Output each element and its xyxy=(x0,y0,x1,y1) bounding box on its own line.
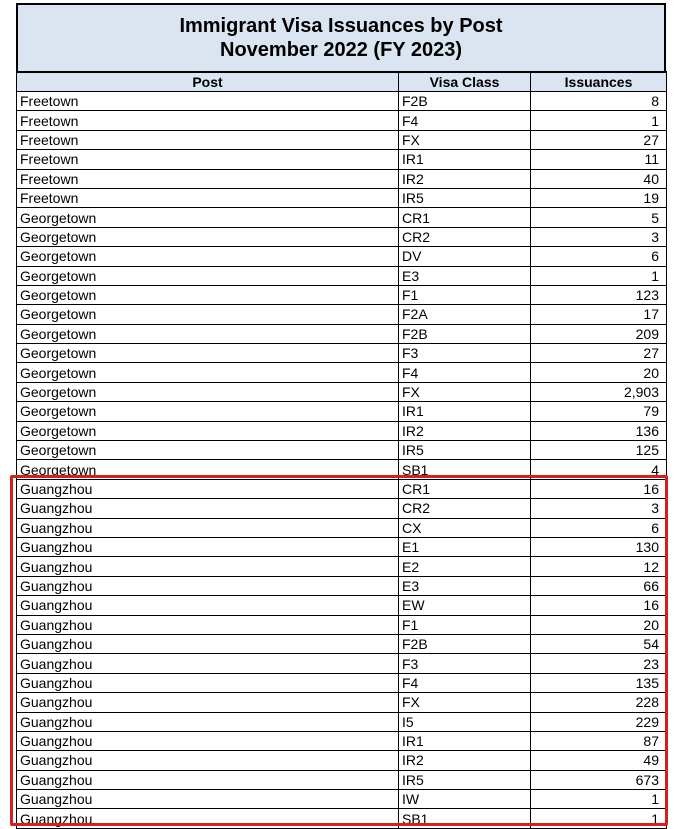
issuances-cell: 3 xyxy=(531,227,667,246)
table-row xyxy=(17,441,667,460)
post-cell: Georgetown xyxy=(17,344,399,363)
post-cell: Guangzhou xyxy=(17,615,399,634)
post-cell: Georgetown xyxy=(17,421,399,440)
table-row xyxy=(17,285,667,304)
post-cell: Guangzhou xyxy=(17,673,399,692)
table-row xyxy=(17,305,667,324)
table-row xyxy=(17,208,667,227)
title-box xyxy=(16,3,666,71)
post-cell: Guangzhou xyxy=(17,751,399,770)
table-row xyxy=(17,537,667,556)
visa-class-cell: SB1 xyxy=(399,809,531,828)
post-cell: Guangzhou xyxy=(17,518,399,537)
report-period: November 2022 (FY 2023) xyxy=(220,39,462,61)
issuances-cell: 135 xyxy=(531,673,667,692)
visa-class-cell: FX xyxy=(399,382,531,401)
post-cell: Guangzhou xyxy=(17,654,399,673)
visa-class-cell: F4 xyxy=(399,111,531,130)
post-cell: Guangzhou xyxy=(17,596,399,615)
issuances-cell: 20 xyxy=(531,363,667,382)
visa-class-cell: E3 xyxy=(399,266,531,285)
table-row xyxy=(17,693,667,712)
issuances-cell: 23 xyxy=(531,654,667,673)
visa-class-cell: DV xyxy=(399,247,531,266)
post-cell: Georgetown xyxy=(17,382,399,401)
visa-class-cell: F2B xyxy=(399,634,531,653)
column-header-visa-class: Visa Class xyxy=(399,72,531,92)
visa-class-cell: SB1 xyxy=(399,460,531,479)
table-row xyxy=(17,247,667,266)
post-cell: Freetown xyxy=(17,92,399,111)
visa-class-cell: IR1 xyxy=(399,731,531,750)
post-cell: Freetown xyxy=(17,169,399,188)
visa-class-cell: IR2 xyxy=(399,751,531,770)
visa-class-cell: FX xyxy=(399,693,531,712)
post-cell: Guangzhou xyxy=(17,557,399,576)
table-row xyxy=(17,634,667,653)
post-cell: Georgetown xyxy=(17,227,399,246)
column-header-issuances: Issuances xyxy=(531,72,667,92)
issuances-cell: 27 xyxy=(531,130,667,149)
post-cell: Guangzhou xyxy=(17,731,399,750)
post-cell: Georgetown xyxy=(17,285,399,304)
issuances-cell: 40 xyxy=(531,169,667,188)
post-cell: Guangzhou xyxy=(17,770,399,789)
post-cell: Guangzhou xyxy=(17,693,399,712)
post-cell: Guangzhou xyxy=(17,790,399,809)
column-header-post: Post xyxy=(17,72,399,92)
visa-class-cell: CR1 xyxy=(399,479,531,498)
table-row xyxy=(17,596,667,615)
visa-class-cell: E3 xyxy=(399,576,531,595)
issuances-cell: 27 xyxy=(531,344,667,363)
table-row xyxy=(17,169,667,188)
post-cell: Georgetown xyxy=(17,460,399,479)
post-cell: Georgetown xyxy=(17,247,399,266)
issuances-cell: 1 xyxy=(531,266,667,285)
issuances-cell: 1 xyxy=(531,790,667,809)
visa-class-cell: CR1 xyxy=(399,208,531,227)
table-row xyxy=(17,654,667,673)
table-row xyxy=(17,731,667,750)
post-cell: Freetown xyxy=(17,111,399,130)
issuances-cell: 1 xyxy=(531,809,667,828)
table-row xyxy=(17,421,667,440)
issuances-cell: 125 xyxy=(531,441,667,460)
issuances-cell: 673 xyxy=(531,770,667,789)
post-cell: Guangzhou xyxy=(17,809,399,828)
visa-class-cell: F3 xyxy=(399,344,531,363)
post-cell: Freetown xyxy=(17,150,399,169)
issuances-cell: 66 xyxy=(531,576,667,595)
table-row xyxy=(17,557,667,576)
table-row xyxy=(17,518,667,537)
visa-class-cell: IR5 xyxy=(399,441,531,460)
post-cell: Guangzhou xyxy=(17,634,399,653)
issuances-cell: 79 xyxy=(531,402,667,421)
issuances-cell: 1 xyxy=(531,111,667,130)
table-row xyxy=(17,809,667,828)
visa-class-cell: CX xyxy=(399,518,531,537)
table-row xyxy=(17,188,667,207)
issuances-cell: 11 xyxy=(531,150,667,169)
issuances-cell: 229 xyxy=(531,712,667,731)
post-cell: Guangzhou xyxy=(17,537,399,556)
table-row xyxy=(17,790,667,809)
table-row xyxy=(17,227,667,246)
visa-class-cell: F1 xyxy=(399,285,531,304)
table-row xyxy=(17,751,667,770)
issuances-cell: 16 xyxy=(531,596,667,615)
post-cell: Freetown xyxy=(17,188,399,207)
issuance-table xyxy=(16,71,667,829)
visa-class-cell: F2B xyxy=(399,324,531,343)
table-body xyxy=(17,92,667,829)
post-cell: Georgetown xyxy=(17,402,399,421)
post-cell: Guangzhou xyxy=(17,576,399,595)
post-cell: Georgetown xyxy=(17,441,399,460)
table-row xyxy=(17,382,667,401)
post-cell: Georgetown xyxy=(17,208,399,227)
table-row xyxy=(17,770,667,789)
table-row xyxy=(17,673,667,692)
visa-class-cell: IR2 xyxy=(399,421,531,440)
post-cell: Georgetown xyxy=(17,305,399,324)
table-row xyxy=(17,615,667,634)
visa-class-cell: IW xyxy=(399,790,531,809)
issuances-cell: 5 xyxy=(531,208,667,227)
issuances-cell: 130 xyxy=(531,537,667,556)
issuances-cell: 8 xyxy=(531,92,667,111)
issuances-cell: 49 xyxy=(531,751,667,770)
post-cell: Guangzhou xyxy=(17,499,399,518)
issuances-cell: 6 xyxy=(531,518,667,537)
post-cell: Guangzhou xyxy=(17,712,399,731)
table-row xyxy=(17,150,667,169)
issuances-cell: 19 xyxy=(531,188,667,207)
visa-issuance-sheet xyxy=(16,3,666,829)
visa-class-cell: F4 xyxy=(399,363,531,382)
visa-class-cell: E2 xyxy=(399,557,531,576)
post-cell: Freetown xyxy=(17,130,399,149)
table-row xyxy=(17,130,667,149)
issuances-cell: 12 xyxy=(531,557,667,576)
visa-class-cell: EW xyxy=(399,596,531,615)
table-row xyxy=(17,92,667,111)
visa-class-cell: E1 xyxy=(399,537,531,556)
table-row xyxy=(17,266,667,285)
visa-class-cell: IR5 xyxy=(399,188,531,207)
visa-class-cell: CR2 xyxy=(399,227,531,246)
visa-class-cell: IR1 xyxy=(399,402,531,421)
visa-class-cell: IR2 xyxy=(399,169,531,188)
visa-class-cell: F2B xyxy=(399,92,531,111)
visa-class-cell: F1 xyxy=(399,615,531,634)
post-cell: Georgetown xyxy=(17,266,399,285)
table-row xyxy=(17,324,667,343)
issuances-cell: 16 xyxy=(531,479,667,498)
visa-class-cell: I5 xyxy=(399,712,531,731)
visa-class-cell: IR5 xyxy=(399,770,531,789)
table-row xyxy=(17,479,667,498)
visa-class-cell: F4 xyxy=(399,673,531,692)
visa-class-cell: FX xyxy=(399,130,531,149)
issuances-cell: 228 xyxy=(531,693,667,712)
post-cell: Guangzhou xyxy=(17,479,399,498)
issuances-cell: 17 xyxy=(531,305,667,324)
issuances-cell: 2,903 xyxy=(531,382,667,401)
table-row xyxy=(17,363,667,382)
visa-class-cell: F3 xyxy=(399,654,531,673)
visa-class-cell: CR2 xyxy=(399,499,531,518)
table-row xyxy=(17,499,667,518)
table-row xyxy=(17,344,667,363)
issuances-cell: 20 xyxy=(531,615,667,634)
table-row xyxy=(17,460,667,479)
post-cell: Georgetown xyxy=(17,324,399,343)
visa-class-cell: IR1 xyxy=(399,150,531,169)
post-cell: Georgetown xyxy=(17,363,399,382)
issuances-cell: 3 xyxy=(531,499,667,518)
visa-class-cell: F2A xyxy=(399,305,531,324)
issuances-cell: 209 xyxy=(531,324,667,343)
report-title: Immigrant Visa Issuances by Post xyxy=(179,15,503,37)
issuances-cell: 136 xyxy=(531,421,667,440)
issuances-cell: 6 xyxy=(531,247,667,266)
table-row xyxy=(17,402,667,421)
table-row xyxy=(17,576,667,595)
issuances-cell: 54 xyxy=(531,634,667,653)
header-row xyxy=(17,72,667,92)
table-row xyxy=(17,111,667,130)
issuances-cell: 123 xyxy=(531,285,667,304)
issuances-cell: 4 xyxy=(531,460,667,479)
table-row xyxy=(17,712,667,731)
issuances-cell: 87 xyxy=(531,731,667,750)
